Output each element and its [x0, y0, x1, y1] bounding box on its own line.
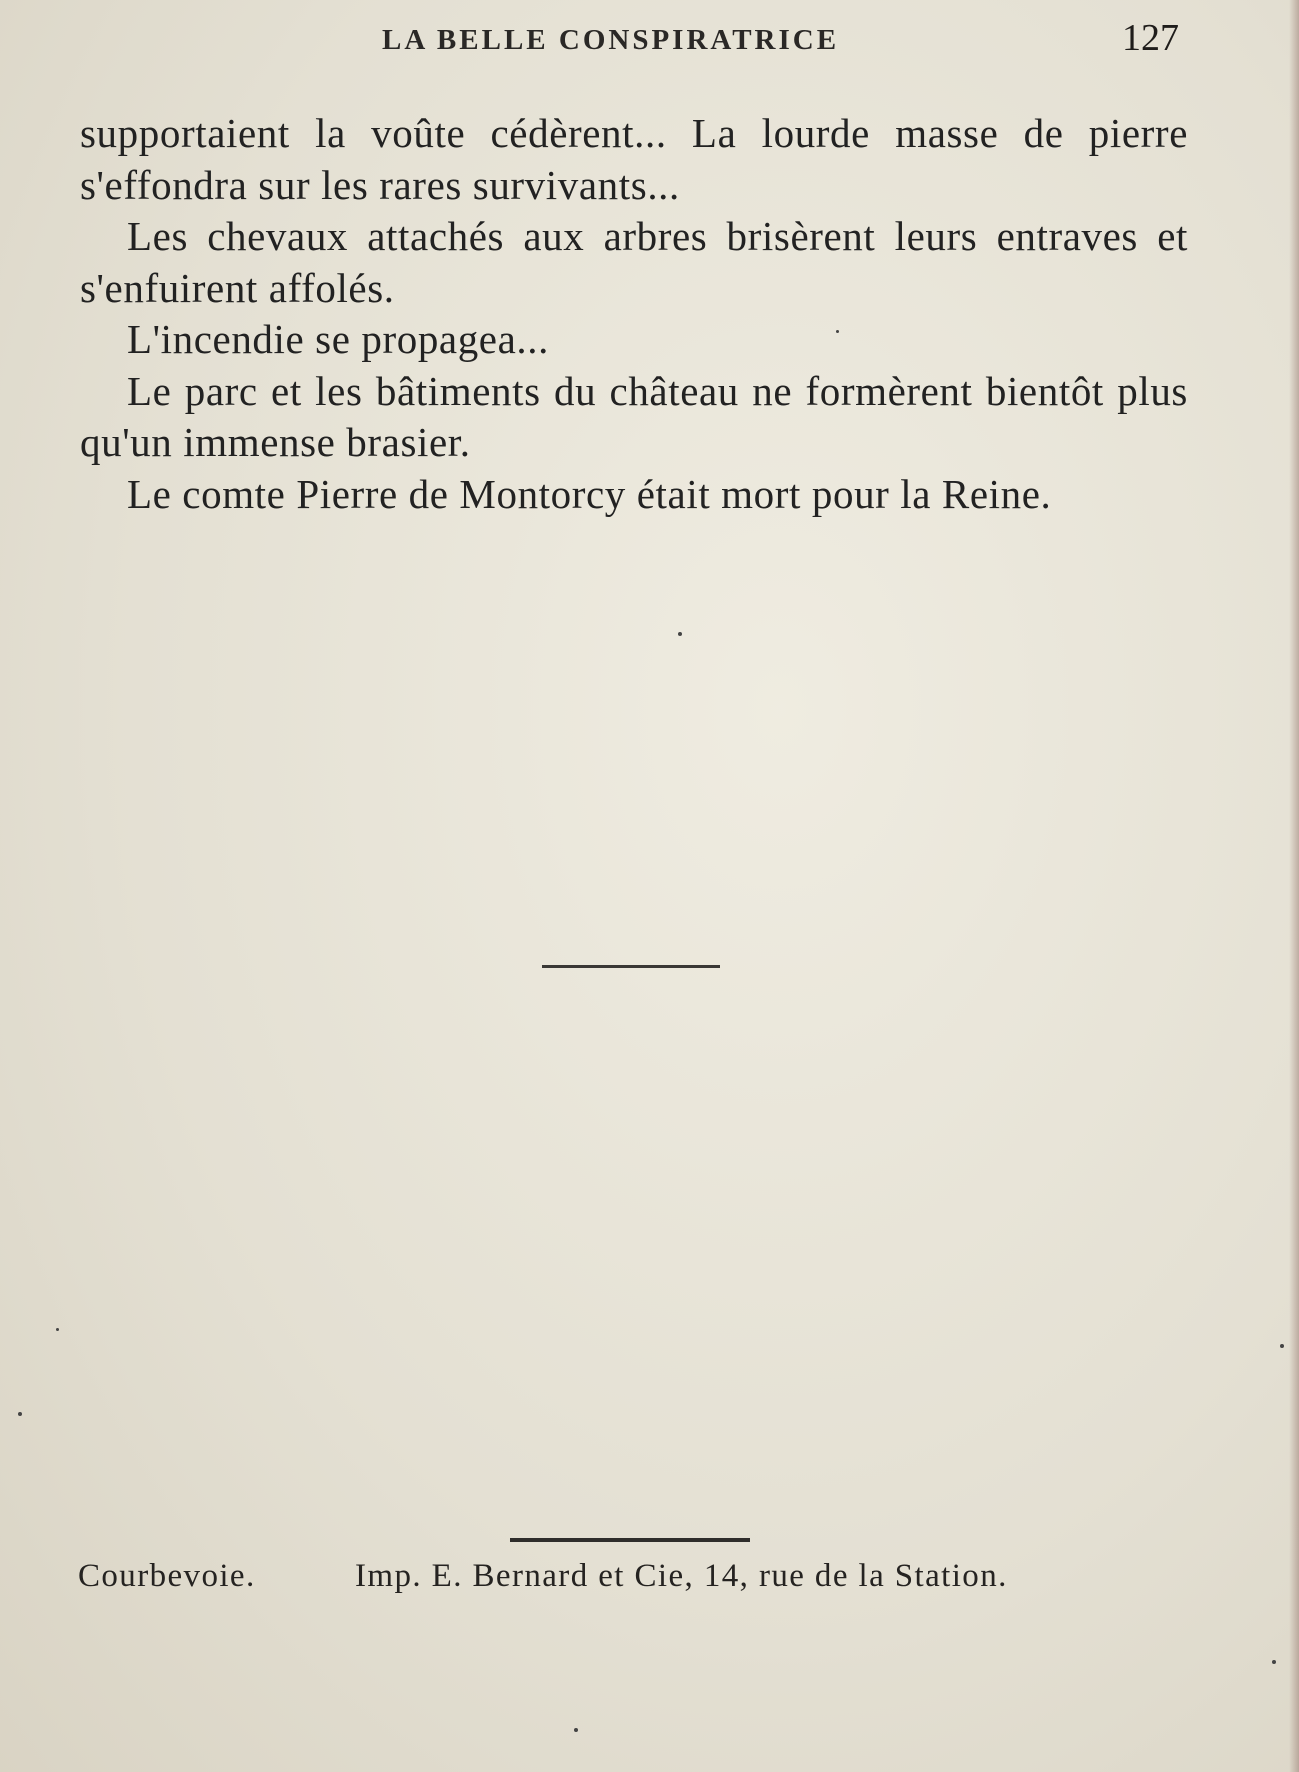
paper-speck: [18, 1412, 22, 1416]
imprint-place: Courbevoie.: [78, 1558, 256, 1594]
paper-speck: [1280, 1344, 1284, 1348]
running-title: LA BELLE CONSPIRATRICE: [382, 24, 840, 56]
page-header: [0, 16, 1299, 66]
paragraph-1: supportaient la voûte cédèrent... La lourde masse de pierre s'effondra sur les rares survivants...: [80, 110, 1188, 208]
paper-speck: [836, 330, 839, 333]
printer-imprint: [0, 1558, 1299, 1608]
paper-speck: [56, 1328, 59, 1331]
paragraph-4: Le parc et les bâtiments du château ne formèrent bientôt plus qu'un immense brasier.: [80, 367, 1188, 465]
paper-speck: [678, 632, 682, 636]
body-text: [80, 108, 1188, 520]
paragraph-5: Le comte Pierre de Montorcy était mort pour la Reine.: [127, 470, 1052, 517]
paragraph-3: L'incendie se propagea...: [127, 316, 549, 362]
page-edge-shadow: [1289, 0, 1299, 1772]
imprint-rule: [510, 1538, 750, 1542]
paper-speck: [1272, 1660, 1276, 1664]
paragraph-2: Les chevaux attachés aux arbres brisèrent leurs entraves et s'enfuirent affolés.: [80, 213, 1188, 311]
imprint-printer: Imp. E. Bernard et Cie, 14, rue de la Station.: [355, 1558, 1008, 1594]
end-of-chapter-rule: [542, 965, 720, 968]
page-number: 127: [1122, 17, 1179, 59]
paper-speck: [574, 1728, 578, 1732]
